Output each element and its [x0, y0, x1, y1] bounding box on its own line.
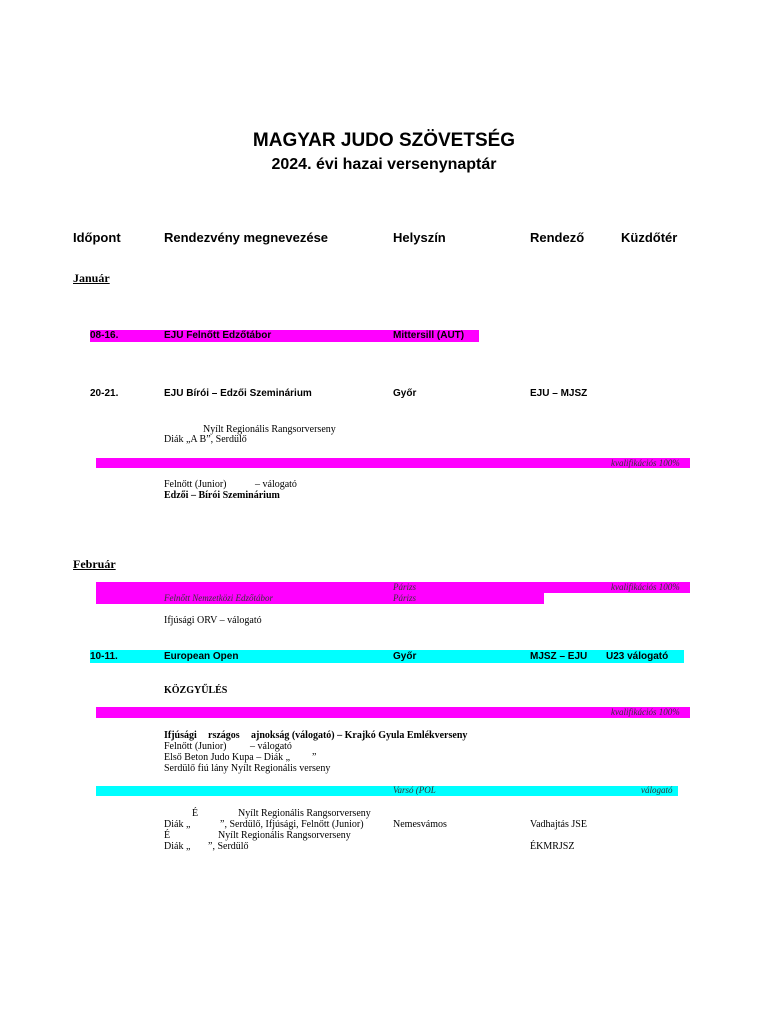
event-name: ajnokság (válogató) – Krajkó Gyula Emlékverseny: [251, 730, 468, 741]
event-location: Mittersill (AUT): [393, 330, 465, 341]
event-name: EJU Bírói – Edzői Szeminárium: [164, 388, 312, 399]
column-header-mat: Küzdőtér: [621, 230, 678, 245]
month-heading-january: Január: [73, 271, 110, 285]
column-header-organizer: Rendező: [530, 230, 585, 245]
event-date: 08-16.: [90, 330, 119, 341]
highlight-band: [96, 707, 690, 718]
event-name: Nyílt Regionális Rangsorverseny: [203, 424, 336, 435]
event-note: – válogató: [250, 741, 292, 752]
event-name: European Open: [164, 651, 239, 662]
event-name: Felnőtt Nemzetközi Edzőtábor: [164, 593, 273, 603]
event-name: Nyílt Regionális Rangsorverseny: [218, 830, 351, 841]
event-categories: Diák „: [164, 819, 191, 830]
event-categories: ”, Serdülő, Ifjúsági, Felnőtt (Junior): [220, 819, 364, 830]
event-organizer: MJSZ – EJU: [530, 651, 588, 662]
event-categories: Diák „A B”, Serdülő: [164, 434, 247, 445]
event-region: É: [164, 830, 171, 841]
event-location: Nemesvámos: [393, 819, 447, 830]
event-name: Serdülő fiú lány Nyílt Regionális verseny: [164, 763, 331, 774]
event-organizer: ÉKMRJSZ: [530, 841, 575, 852]
event-location: Győr: [393, 651, 417, 662]
event-note: kvalifikációs 100%: [611, 458, 680, 468]
event-note: kvalifikációs 100%: [611, 582, 680, 592]
event-note: kvalifikációs 100%: [611, 707, 680, 717]
event-date: 20-21.: [90, 388, 119, 399]
event-date: 10-11.: [90, 651, 118, 662]
page-title: MAGYAR JUDO SZÖVETSÉG: [252, 130, 516, 151]
event-name: KÖZGYŰLÉS: [164, 685, 228, 696]
event-note: válogató: [641, 785, 673, 795]
month-heading-february: Február: [73, 557, 116, 571]
column-header-location: Helyszín: [393, 230, 446, 245]
event-location: Párizs: [393, 593, 417, 603]
page-subtitle: 2024. évi hazai versenynaptár: [271, 156, 497, 173]
event-name: Nyílt Regionális Rangsorverseny: [238, 808, 371, 819]
event-name: rszágos: [208, 730, 240, 741]
event-location: Varsó (POL: [393, 785, 436, 795]
event-region: É: [192, 808, 199, 819]
event-name: Edzői – Bírói Szeminárium: [164, 490, 280, 501]
event-mat: U23 válogató: [606, 651, 669, 662]
event-categories: Diák „: [164, 841, 191, 852]
event-organizer: Vadhajtás JSE: [530, 819, 587, 830]
event-note: – válogató: [255, 479, 297, 490]
event-location: Győr: [393, 388, 417, 399]
event-organizer: EJU – MJSZ: [530, 388, 588, 399]
column-header-event: Rendezvény megnevezése: [164, 230, 329, 245]
event-categories: ”, Serdülő: [208, 841, 249, 852]
event-categories: ”: [312, 752, 317, 763]
event-categories: Felnőtt (Junior): [164, 479, 227, 490]
highlight-band: [96, 786, 678, 796]
event-location: Párizs: [393, 582, 417, 592]
event-name: EJU Felnőtt Edzőtábor: [164, 330, 272, 341]
event-name: Ifjúsági ORV – válogató: [164, 615, 262, 626]
event-name: Ifjúsági: [164, 730, 197, 741]
event-categories: Felnőtt (Junior): [164, 741, 227, 752]
event-name: Első Beton Judo Kupa – Diák „: [164, 752, 291, 763]
column-header-date: Időpont: [73, 230, 121, 245]
highlight-band: [96, 458, 690, 468]
